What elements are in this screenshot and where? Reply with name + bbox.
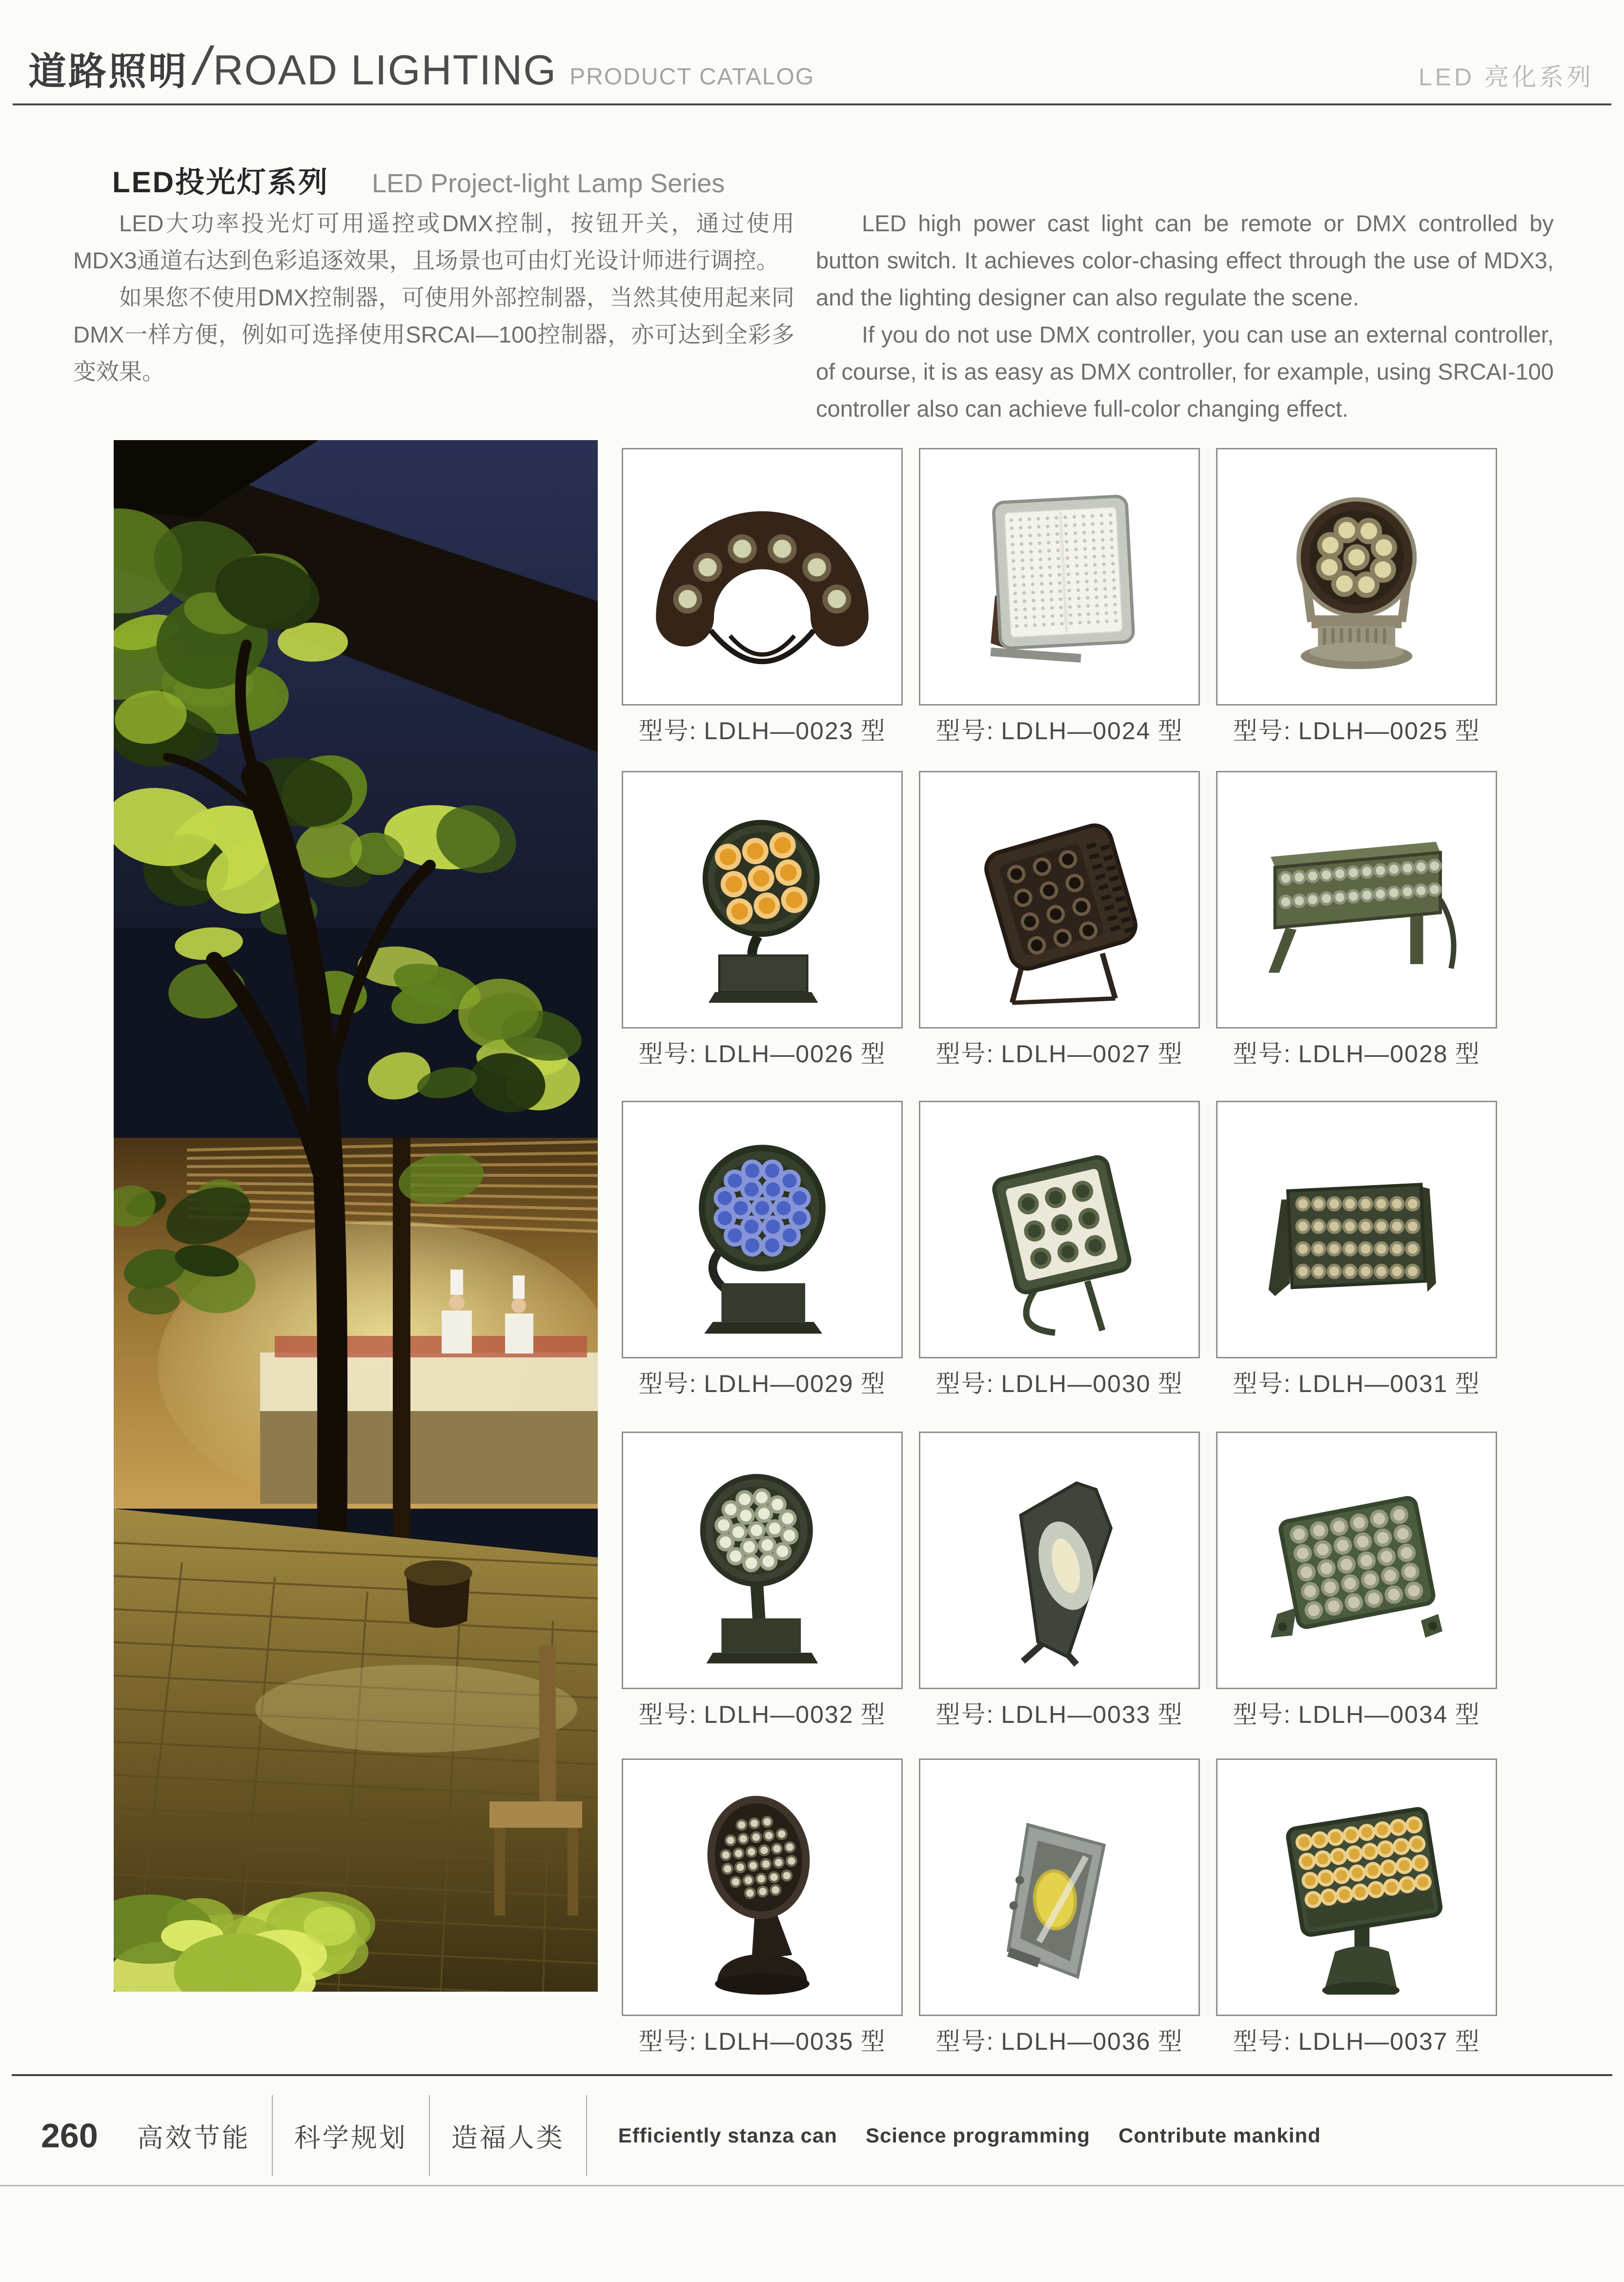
product-image-box bbox=[919, 1101, 1200, 1358]
caption-suffix: 型 bbox=[1157, 717, 1183, 745]
product-caption bbox=[622, 711, 903, 747]
caption-label: 型号: bbox=[935, 1370, 995, 1397]
product-cell-ldlh-0026 bbox=[622, 771, 903, 1068]
caption-label: 型号: bbox=[1233, 2028, 1292, 2055]
caption-suffix: 型 bbox=[860, 2028, 886, 2055]
intro-zh-paragraph-2: 如果您不使用DMX控制器，可使用外部控制器，当然其使用起来同DMX一样方便，例如可选择使用SRCAI—100控制器，亦可达到全彩多变效果。 bbox=[73, 284, 794, 384]
product-image-box bbox=[1216, 448, 1497, 706]
header-rule bbox=[13, 103, 1611, 105]
product-cell-ldlh-0024 bbox=[919, 448, 1200, 745]
product-image-round-spot-arm bbox=[655, 1453, 870, 1668]
product-caption bbox=[919, 1364, 1200, 1399]
footer-slogan-en-1: Efficiently stanza can bbox=[618, 2124, 837, 2147]
caption-label: 型号: bbox=[638, 1370, 697, 1397]
caption-model: LDLH—0029 bbox=[704, 1370, 854, 1397]
product-image-green-led-panel bbox=[1249, 1453, 1464, 1668]
caption-label: 型号: bbox=[935, 1040, 995, 1068]
caption-suffix: 型 bbox=[860, 1701, 886, 1728]
product-image-round-spot-amber bbox=[655, 792, 870, 1007]
footer-slogan-en-3: Contribute mankind bbox=[1118, 2124, 1321, 2147]
product-caption bbox=[1216, 1695, 1497, 1730]
product-cell-ldlh-0036 bbox=[919, 1758, 1200, 2055]
page-header bbox=[28, 35, 814, 97]
intro-en-paragraph-1: LED high power cast light can be remote or DMX controlled by button switch. It achieves color-chasing effect through the use of MDX3, and the lighting designer can also regulate the scene. bbox=[816, 210, 1554, 310]
product-caption bbox=[1216, 1034, 1497, 1070]
intro-en-paragraph-2: If you do not use DMX controller, you can use an external controller, of course, it is as easy as DMX controller, for example, using SRCAI-100 controller also can achieve full-color changing effect. bbox=[816, 322, 1554, 422]
product-caption bbox=[919, 2022, 1200, 2057]
footer-rule-light bbox=[0, 2185, 1624, 2186]
product-image-box bbox=[1216, 771, 1497, 1029]
product-cell-ldlh-0031 bbox=[1216, 1101, 1497, 1397]
product-image-box bbox=[622, 448, 903, 706]
series-label: LED 亮化系列 bbox=[1418, 63, 1594, 91]
footer bbox=[41, 2094, 1321, 2177]
product-caption bbox=[622, 1695, 903, 1730]
product-image-white-face-panel bbox=[952, 1122, 1167, 1337]
caption-suffix: 型 bbox=[860, 1370, 886, 1397]
product-image-box bbox=[1216, 1101, 1497, 1358]
page-number: 260 bbox=[41, 2117, 98, 2155]
brand-title-en: ROAD LIGHTING bbox=[213, 47, 557, 94]
intro-chinese bbox=[73, 205, 794, 390]
intro-zh-paragraph-1: LED大功率投光灯可用遥控或DMX控制，按钮开关，通过使用MDX3通道右达到色彩追逐效果，且场景也可由灯光设计师进行调控。 bbox=[73, 210, 794, 273]
product-cell-ldlh-0032 bbox=[622, 1432, 903, 1728]
footer-slogan-zh-3: 造福人类 bbox=[451, 2123, 565, 2153]
product-caption bbox=[919, 1034, 1200, 1070]
caption-suffix: 型 bbox=[860, 717, 886, 745]
product-image-box bbox=[622, 1101, 903, 1358]
caption-model: LDLH—0031 bbox=[1298, 1370, 1448, 1397]
product-cell-ldlh-0028 bbox=[1216, 771, 1497, 1068]
product-image-box bbox=[1216, 1432, 1497, 1689]
product-image-led-panel-stand bbox=[1249, 1122, 1464, 1337]
caption-model: LDLH—0023 bbox=[704, 717, 854, 745]
night-garden-photo-graphic bbox=[114, 440, 598, 1992]
footer-divider-3 bbox=[586, 2095, 587, 2176]
product-image-big-led-panel bbox=[952, 469, 1167, 684]
brand-title-zh: 道路照明 bbox=[28, 50, 189, 93]
product-image-box bbox=[1216, 1758, 1497, 2016]
caption-suffix: 型 bbox=[860, 1040, 886, 1068]
product-image-cob-flood bbox=[952, 1780, 1167, 1995]
caption-model: LDLH—0036 bbox=[1001, 2028, 1151, 2055]
product-image-box bbox=[622, 771, 903, 1029]
footer-slogan-zh-1: 高效节能 bbox=[137, 2123, 250, 2153]
product-image-round-spot-blue bbox=[655, 1122, 870, 1337]
caption-label: 型号: bbox=[935, 1701, 995, 1728]
caption-model: LDLH—0035 bbox=[704, 2028, 854, 2055]
product-caption bbox=[622, 2022, 903, 2057]
caption-label: 型号: bbox=[1233, 1370, 1292, 1397]
product-cell-ldlh-0035 bbox=[622, 1758, 903, 2055]
caption-model: LDLH—0028 bbox=[1298, 1040, 1448, 1068]
caption-model: LDLH—0034 bbox=[1298, 1701, 1448, 1728]
product-cell-ldlh-0037 bbox=[1216, 1758, 1497, 2055]
product-caption bbox=[919, 711, 1200, 747]
caption-model: LDLH—0032 bbox=[704, 1701, 854, 1728]
product-image-box bbox=[919, 771, 1200, 1029]
caption-label: 型号: bbox=[1233, 717, 1292, 745]
caption-model: LDLH—0024 bbox=[1001, 717, 1151, 745]
product-image-racket-lamp bbox=[655, 1780, 870, 1995]
product-image-arc-lamp bbox=[655, 469, 870, 684]
brand-slash: / bbox=[188, 36, 217, 96]
product-image-round-spot-drum bbox=[1249, 469, 1464, 684]
product-image-dark-tilt-panel bbox=[952, 792, 1167, 1007]
caption-suffix: 型 bbox=[1157, 1370, 1183, 1397]
caption-suffix: 型 bbox=[1455, 1701, 1481, 1728]
caption-suffix: 型 bbox=[1455, 1370, 1481, 1397]
product-cell-ldlh-0027 bbox=[919, 771, 1200, 1068]
caption-model: LDLH—0037 bbox=[1298, 2028, 1448, 2055]
caption-label: 型号: bbox=[935, 2028, 995, 2055]
footer-rule-dark bbox=[12, 2074, 1612, 2076]
caption-label: 型号: bbox=[638, 1701, 697, 1728]
product-caption bbox=[1216, 1364, 1497, 1399]
caption-label: 型号: bbox=[1233, 1040, 1292, 1068]
caption-label: 型号: bbox=[935, 717, 995, 745]
caption-suffix: 型 bbox=[1455, 717, 1481, 745]
intro-english bbox=[816, 205, 1554, 427]
caption-model: LDLH—0026 bbox=[704, 1040, 854, 1068]
product-cell-ldlh-0025 bbox=[1216, 448, 1497, 745]
product-caption bbox=[1216, 711, 1497, 747]
section-title bbox=[112, 159, 725, 201]
section-title-en: LED Project-light Lamp Series bbox=[372, 169, 725, 198]
product-image-box bbox=[919, 1432, 1200, 1689]
caption-model: LDLH—0030 bbox=[1001, 1370, 1151, 1397]
product-cell-ldlh-0030 bbox=[919, 1101, 1200, 1397]
product-image-linear-wall-washer bbox=[1249, 792, 1464, 1007]
caption-model: LDLH—0025 bbox=[1298, 717, 1448, 745]
caption-suffix: 型 bbox=[1157, 2028, 1183, 2055]
product-image-pedestal-panel bbox=[1249, 1780, 1464, 1995]
product-cell-ldlh-0029 bbox=[622, 1101, 903, 1397]
product-cell-ldlh-0033 bbox=[919, 1432, 1200, 1728]
footer-slogan-zh-2: 科学规划 bbox=[294, 2123, 407, 2153]
product-caption bbox=[622, 1364, 903, 1399]
caption-model: LDLH—0033 bbox=[1001, 1701, 1151, 1728]
caption-suffix: 型 bbox=[1157, 1701, 1183, 1728]
caption-label: 型号: bbox=[638, 717, 697, 745]
night-garden-photo bbox=[114, 440, 598, 1992]
caption-model: LDLH—0027 bbox=[1001, 1040, 1151, 1068]
product-image-box bbox=[622, 1758, 903, 2016]
caption-label: 型号: bbox=[1233, 1701, 1292, 1728]
brand-subtitle: PRODUCT CATALOG bbox=[569, 64, 815, 90]
product-image-box bbox=[919, 1758, 1200, 2016]
product-image-box bbox=[919, 448, 1200, 706]
product-cell-ldlh-0034 bbox=[1216, 1432, 1497, 1728]
product-caption bbox=[919, 1695, 1200, 1730]
product-cell-ldlh-0023 bbox=[622, 448, 903, 745]
caption-label: 型号: bbox=[638, 1040, 697, 1068]
section-title-zh: LED投光灯系列 bbox=[112, 166, 329, 199]
product-caption bbox=[1216, 2022, 1497, 2057]
caption-suffix: 型 bbox=[1455, 2028, 1481, 2055]
caption-label: 型号: bbox=[638, 2028, 697, 2055]
caption-suffix: 型 bbox=[1157, 1040, 1183, 1068]
footer-slogan-en-2: Science programming bbox=[865, 2124, 1091, 2147]
product-caption bbox=[622, 1034, 903, 1070]
caption-suffix: 型 bbox=[1455, 1040, 1481, 1068]
product-image-wedge-flood bbox=[952, 1453, 1167, 1668]
product-image-box bbox=[622, 1432, 903, 1689]
